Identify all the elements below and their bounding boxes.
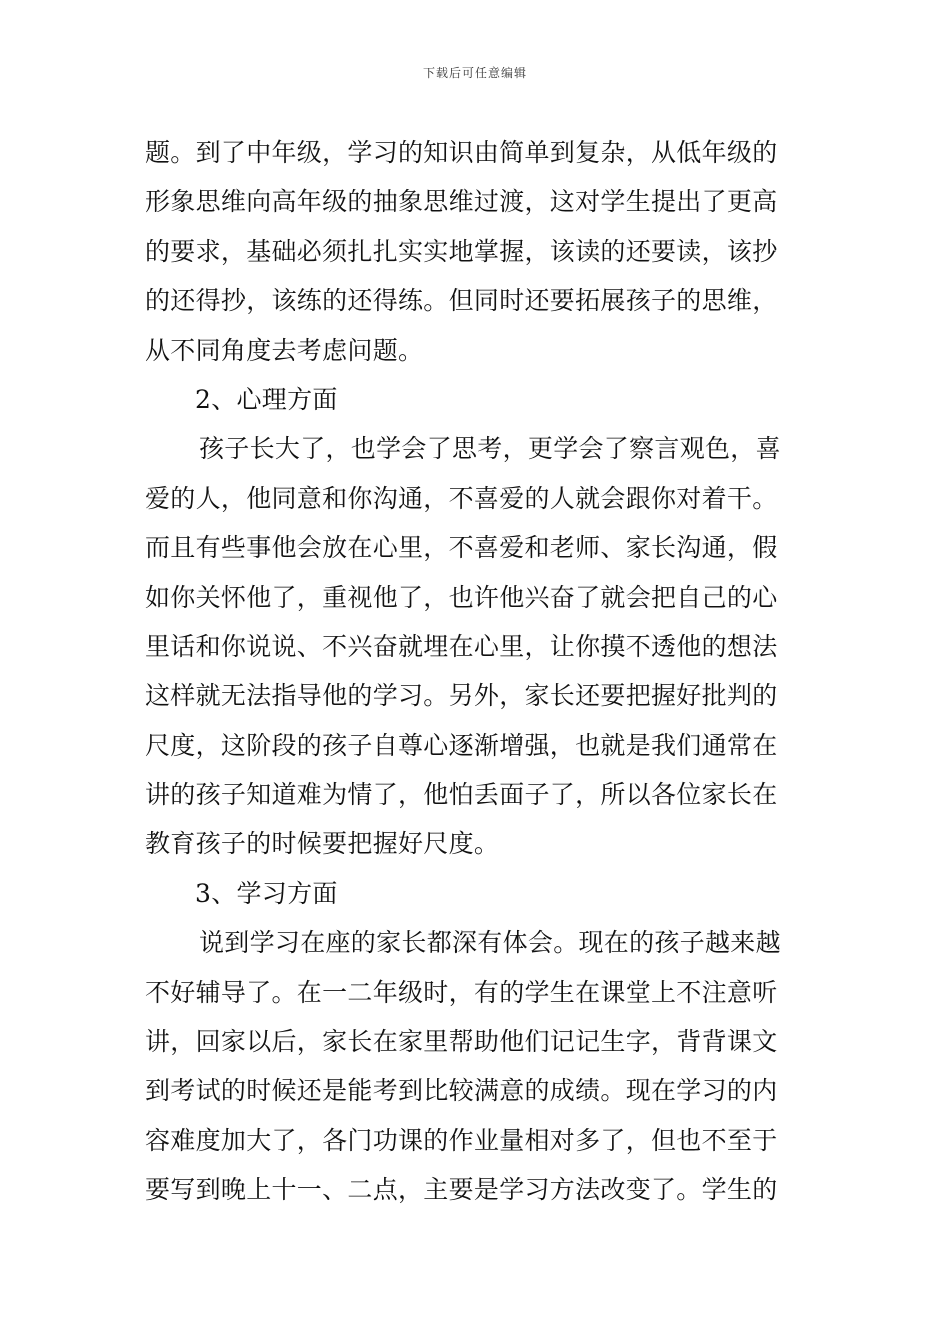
text-line: 的要求，基础必须扎扎实实地掌握，该读的还要读，该抄	[145, 236, 778, 266]
text-line: 形象思维向高年级的抽象思维过渡，这对学生提出了更高	[145, 187, 778, 217]
text-line: 容难度加大了，各门功课的作业量相对多了，但也不至于	[145, 1125, 778, 1155]
text-line: 如你关怀他了，重视他了，也许他兴奋了就会把自己的心	[145, 582, 778, 612]
document-body	[145, 128, 809, 1215]
text-line: 题。到了中年级，学习的知识由简单到复杂，从低年级的	[145, 138, 778, 167]
text-line: 这样就无法指导他的学习。另外，家长还要把握好批判的	[145, 681, 778, 711]
text-line: 讲，回家以后，家长在家里帮助他们记记生字，背背课文	[145, 1027, 778, 1057]
text-line: 而且有些事他会放在心里，不喜爱和老师、家长沟通，假	[145, 533, 778, 563]
text-line: 里话和你说说、不兴奋就埋在心里，让你摸不透他的想法	[145, 631, 778, 661]
section-heading-psychology: 2、心理方面	[195, 384, 338, 414]
text-line: 从不同角度去考虑问题。	[145, 335, 424, 365]
text-line: 不好辅导了。在一二年级时，有的学生在课堂上不注意听	[145, 977, 778, 1007]
text-line: 说到学习在座的家长都深有体会。现在的孩子越来越	[199, 928, 781, 958]
text-line: 到考试的时候还是能考到比较满意的成绩。现在学习的内	[145, 1076, 778, 1106]
text-line: 的还得抄，该练的还得练。但同时还要拓展孩子的思维，	[145, 286, 778, 316]
text-line: 尺度，这阶段的孩子自尊心逐渐增强，也就是我们通常在	[145, 730, 778, 760]
header-note: 下载后可任意编辑	[422, 66, 527, 80]
text-line: 要写到晚上十一、二点，主要是学习方法改变了。学生的	[145, 1175, 778, 1205]
section-heading-study: 3、学习方面	[195, 878, 338, 908]
text-line: 爱的人，他同意和你沟通，不喜爱的人就会跟你对着干。	[145, 483, 778, 513]
text-line: 讲的孩子知道难为情了，他怕丢面子了，所以各位家长在	[145, 780, 778, 810]
text-line: 教育孩子的时候要把握好尺度。	[145, 829, 500, 859]
text-line: 孩子长大了，也学会了思考，更学会了察言观色，喜	[199, 434, 781, 464]
